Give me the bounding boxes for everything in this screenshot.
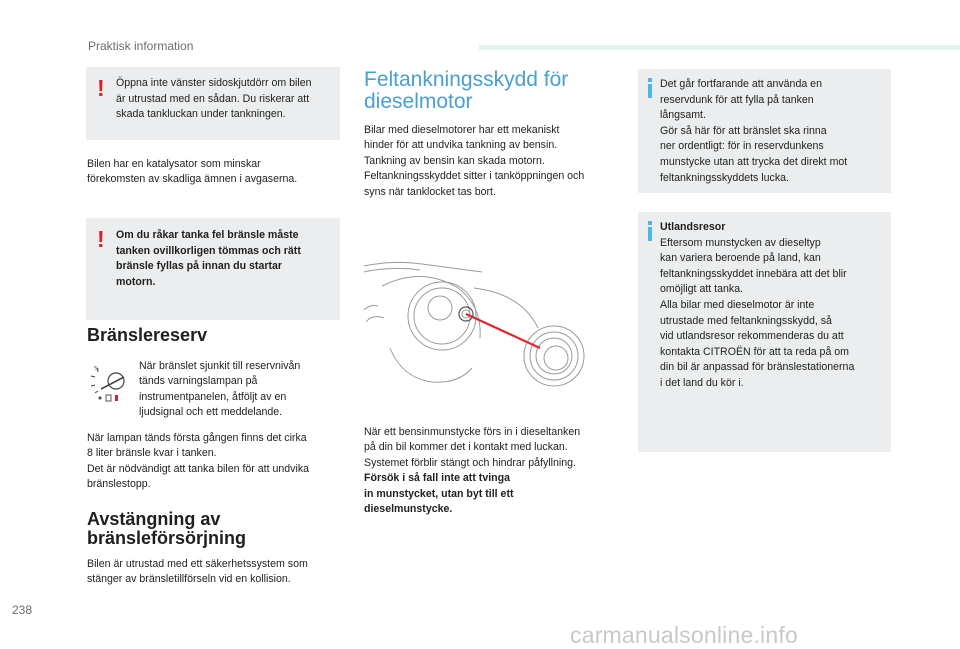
info-box-travel-abroad xyxy=(638,212,891,452)
warning-text: tanken ovillkorligen tömmas och rätt xyxy=(116,244,301,257)
fuel-gauge-icon xyxy=(86,362,130,404)
info-text: munstycke utan att trycka det direkt mot xyxy=(660,155,848,168)
heading-line: dieselmotor xyxy=(364,90,473,113)
section-label: Praktisk information xyxy=(88,39,194,53)
paragraph-line: Systemet förblir stängt och hindrar påfyllning. xyxy=(364,456,576,469)
paragraph-line: syns när tanklocket tas bort. xyxy=(364,185,496,198)
paragraph-line: förekomsten av skadliga ämnen i avgaserna. xyxy=(87,173,298,186)
info-icon xyxy=(648,221,652,241)
warning-text: skada tankluckan under tankningen. xyxy=(116,108,286,121)
heading-line: Feltankningsskydd för xyxy=(364,68,569,91)
info-text: feltankningsskyddet innebära att det blir xyxy=(660,267,847,280)
reserve-paragraph xyxy=(87,431,349,493)
exclamation-icon: ! xyxy=(97,226,105,252)
paragraph-line: Bilen är utrustad med ett säkerhetssystem som xyxy=(87,558,308,570)
info-text: feltankningsskyddets lucka. xyxy=(660,171,789,184)
svg-text:%: % xyxy=(94,366,99,372)
info-title: Utlandsresor xyxy=(660,221,726,233)
heading-line: bränsleförsörjning xyxy=(87,528,247,548)
warning-text: motorn. xyxy=(116,275,156,288)
paragraph-line: 8 liter bränsle kvar i tanken. xyxy=(87,447,217,460)
cutoff-paragraph xyxy=(87,557,349,588)
paragraph-line-bold: dieselmunstycke. xyxy=(364,503,453,516)
paragraph-line: Feltankningsskyddet sitter i tanköppningen och xyxy=(364,170,585,183)
info-text: din bil är anpassad för bränslestationerna xyxy=(660,361,855,374)
paragraph-line-bold: Försök i så fall inte att tvinga xyxy=(364,472,510,485)
paragraph-line: hinder för att undvika tankning av bensin. xyxy=(364,139,558,152)
paragraph-line: Bilen har en katalysator som minskar xyxy=(87,158,261,170)
warning-text: Öppna inte vänster sidoskjutdörr om bilen xyxy=(116,77,312,89)
paragraph-line: bränslestopp. xyxy=(87,478,151,491)
paragraph-line: När lampan tänds första gången finns det cirka xyxy=(87,432,307,444)
warning-text: Om du råkar tanka fel bränsle måste xyxy=(116,229,299,241)
info-text: vid utlandsresor rekommenderas du att xyxy=(660,330,844,343)
reserve-intro xyxy=(139,359,349,421)
heading-misfuel-protection xyxy=(364,69,568,113)
info-text: utrustade med feltankningsskydd, så xyxy=(660,314,832,327)
info-text: reservdunk för att fylla på tanken xyxy=(660,93,814,106)
catalyst-paragraph xyxy=(87,157,347,188)
info-text: i det land du kör i. xyxy=(660,376,744,389)
header-accent-bar xyxy=(479,45,960,50)
exclamation-icon: ! xyxy=(97,75,105,101)
info-text: kan variera beroende på land, kan xyxy=(660,252,821,265)
warning-box-side-door xyxy=(86,67,340,140)
paragraph-line: När ett bensinmunstycke förs in i dieseltanken xyxy=(364,426,581,438)
paragraph-line: När bränslet sjunkit till reservnivån xyxy=(139,360,301,372)
fuel-filler-illustration xyxy=(362,258,586,404)
warning-text: är utrustad med en sådan. Du riskerar att xyxy=(116,92,310,105)
heading-fuel-reserve: Bränslereserv xyxy=(87,325,208,345)
info-text: omöjligt att tanka. xyxy=(660,283,744,296)
info-box-reserve-can xyxy=(638,69,891,193)
paragraph-line: Tankning av bensin kan skada motorn. xyxy=(364,154,545,167)
paragraph-line: instrumentpanelen, åtföljt av en xyxy=(139,390,287,403)
paragraph-line: på din bil kommer det i kontakt med luckan. xyxy=(364,441,568,454)
heading-line: Avstängning av xyxy=(87,509,221,529)
paragraph-line: Bilar med dieselmotorer har ett mekaniskt xyxy=(364,124,560,136)
paragraph-line: stänger av bränsletillförseln vid en kollision. xyxy=(87,573,291,586)
info-text: långsamt. xyxy=(660,109,706,122)
info-text: kontakta CITROËN för att ta reda på om xyxy=(660,345,850,358)
info-text: Gör så här för att bränslet ska rinna xyxy=(660,124,827,137)
info-text: Det går fortfarande att använda en xyxy=(660,78,822,90)
heading-fuel-cutoff xyxy=(87,510,246,548)
info-icon xyxy=(648,78,652,98)
info-text: Eftersom munstycken av dieseltyp xyxy=(660,236,821,249)
paragraph-line: ljudsignal och ett meddelande. xyxy=(139,406,283,419)
paragraph-line: Det är nödvändigt att tanka bilen för att undvika xyxy=(87,462,310,475)
misfuel-intro xyxy=(364,123,624,200)
warning-text: bränsle fyllas på innan du startar xyxy=(116,260,283,273)
paragraph-line: tänds varningslampan på xyxy=(139,375,258,388)
misfuel-paragraph xyxy=(364,425,626,517)
info-text: Alla bilar med dieselmotor är inte xyxy=(660,298,815,311)
page-number: 238 xyxy=(12,603,33,617)
watermark: carmanualsonline.info xyxy=(570,622,798,648)
paragraph-line-bold: in munstycket, utan byt till ett xyxy=(364,487,514,500)
warning-box-wrong-fuel xyxy=(86,218,340,320)
info-text: ner ordentligt: för in reservdunkens xyxy=(660,140,824,153)
